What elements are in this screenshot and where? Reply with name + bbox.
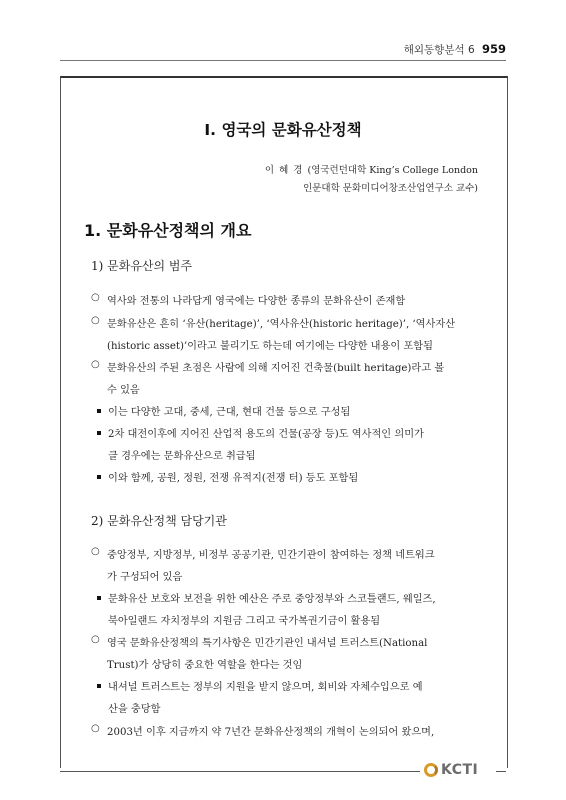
square-bullet bbox=[97, 596, 101, 600]
header-rule bbox=[60, 60, 506, 61]
circle-bullet: ○ bbox=[91, 359, 100, 370]
section-title: 1. 문화유산정책의 개요 bbox=[84, 221, 252, 240]
body-line: 산을 충당함 bbox=[108, 704, 161, 715]
body-line: (historic asset)’이라고 불리기도 하는데 여기에는 다양한 내용이 포함됨 bbox=[107, 341, 433, 352]
kcti-logo bbox=[424, 762, 478, 778]
square-bullet bbox=[97, 409, 101, 413]
body-line: 중앙정부, 지방정부, 비정부 공공기관, 민간기관이 참여하는 정책 네트워크 bbox=[107, 550, 435, 561]
body-line: 수 있음 bbox=[107, 385, 140, 396]
body-line: 이와 함께, 공원, 정원, 전쟁 유적지(전쟁 터) 등도 포함됨 bbox=[108, 473, 359, 484]
author-affiliation-2: 인문대학 문화미디어창조산업연구소 교수) bbox=[303, 183, 478, 194]
body-line: 2차 대전이후에 지어진 산업적 용도의 건물(공장 등)도 역사적인 의미가 bbox=[108, 429, 424, 440]
author-block bbox=[265, 162, 478, 198]
circle-bullet: ○ bbox=[91, 634, 100, 645]
body-line: Trust)가 상당히 중요한 역할을 한다는 것임 bbox=[107, 660, 303, 671]
running-header bbox=[404, 42, 506, 57]
author-affiliation-1: (영국런던대학 King’s College London bbox=[307, 165, 478, 176]
subsection-title-1: 1) 문화유산의 범주 bbox=[91, 259, 193, 273]
body-line: 문화유산 보호와 보전을 위한 예산은 주로 중앙정부와 스코틀랜드, 웨일즈, bbox=[108, 594, 436, 605]
circle-bullet: ○ bbox=[91, 546, 100, 557]
circle-bullet: ○ bbox=[91, 292, 100, 303]
body-line: 문화유산의 주된 초점은 사람에 의해 지어진 건축물(built heritage)라고 볼 bbox=[107, 363, 445, 374]
body-line: 이는 다양한 고대, 중세, 근대, 현대 건물 등으로 구성됨 bbox=[108, 407, 351, 418]
body-line: 북아일랜드 자치정부의 지원금 그리고 국가복권기금이 활용됨 bbox=[108, 616, 381, 627]
running-title: 해외동향분석 6 bbox=[403, 44, 475, 56]
body-line: 가 구성되어 있음 bbox=[107, 572, 183, 583]
page-number: 959 bbox=[481, 42, 506, 56]
chapter-title: Ⅰ. 영국의 문화유산정책 bbox=[204, 121, 362, 139]
circle-bullet: ○ bbox=[91, 315, 100, 326]
body-line: 내셔널 트러스트는 정부의 지원을 받지 않으며, 회비와 자체수입으로 예 bbox=[108, 682, 423, 693]
square-bullet bbox=[97, 431, 101, 435]
body-line: 역사와 전통의 나라답게 영국에는 다양한 종류의 문화유산이 존재함 bbox=[107, 296, 406, 307]
logo-text: KCTI bbox=[441, 762, 479, 778]
square-bullet bbox=[97, 684, 101, 688]
body-line: 2003년 이후 지금까지 약 7년간 문화유산정책의 개혁이 논의되어 왔으며, bbox=[107, 727, 435, 738]
body-line: 클 경우에는 문화유산으로 취급됨 bbox=[108, 451, 256, 462]
footer-rule bbox=[60, 771, 420, 772]
subsection-title-2: 2) 문화유산정책 담당기관 bbox=[91, 514, 227, 528]
square-bullet bbox=[97, 475, 101, 479]
body-line: 문화유산은 흔히 ‘유산(heritage)’, ‘역사유산(historic heritage)’, ‘역사자산 bbox=[107, 319, 456, 330]
body-line: 영국 문화유산정책의 특기사항은 민간기관인 내셔널 트러스트(National bbox=[107, 638, 428, 649]
author-name: 이 혜 경 bbox=[264, 165, 304, 176]
footer-rule-end bbox=[496, 771, 506, 772]
logo-ring-icon bbox=[424, 763, 438, 777]
circle-bullet: ○ bbox=[91, 723, 100, 734]
